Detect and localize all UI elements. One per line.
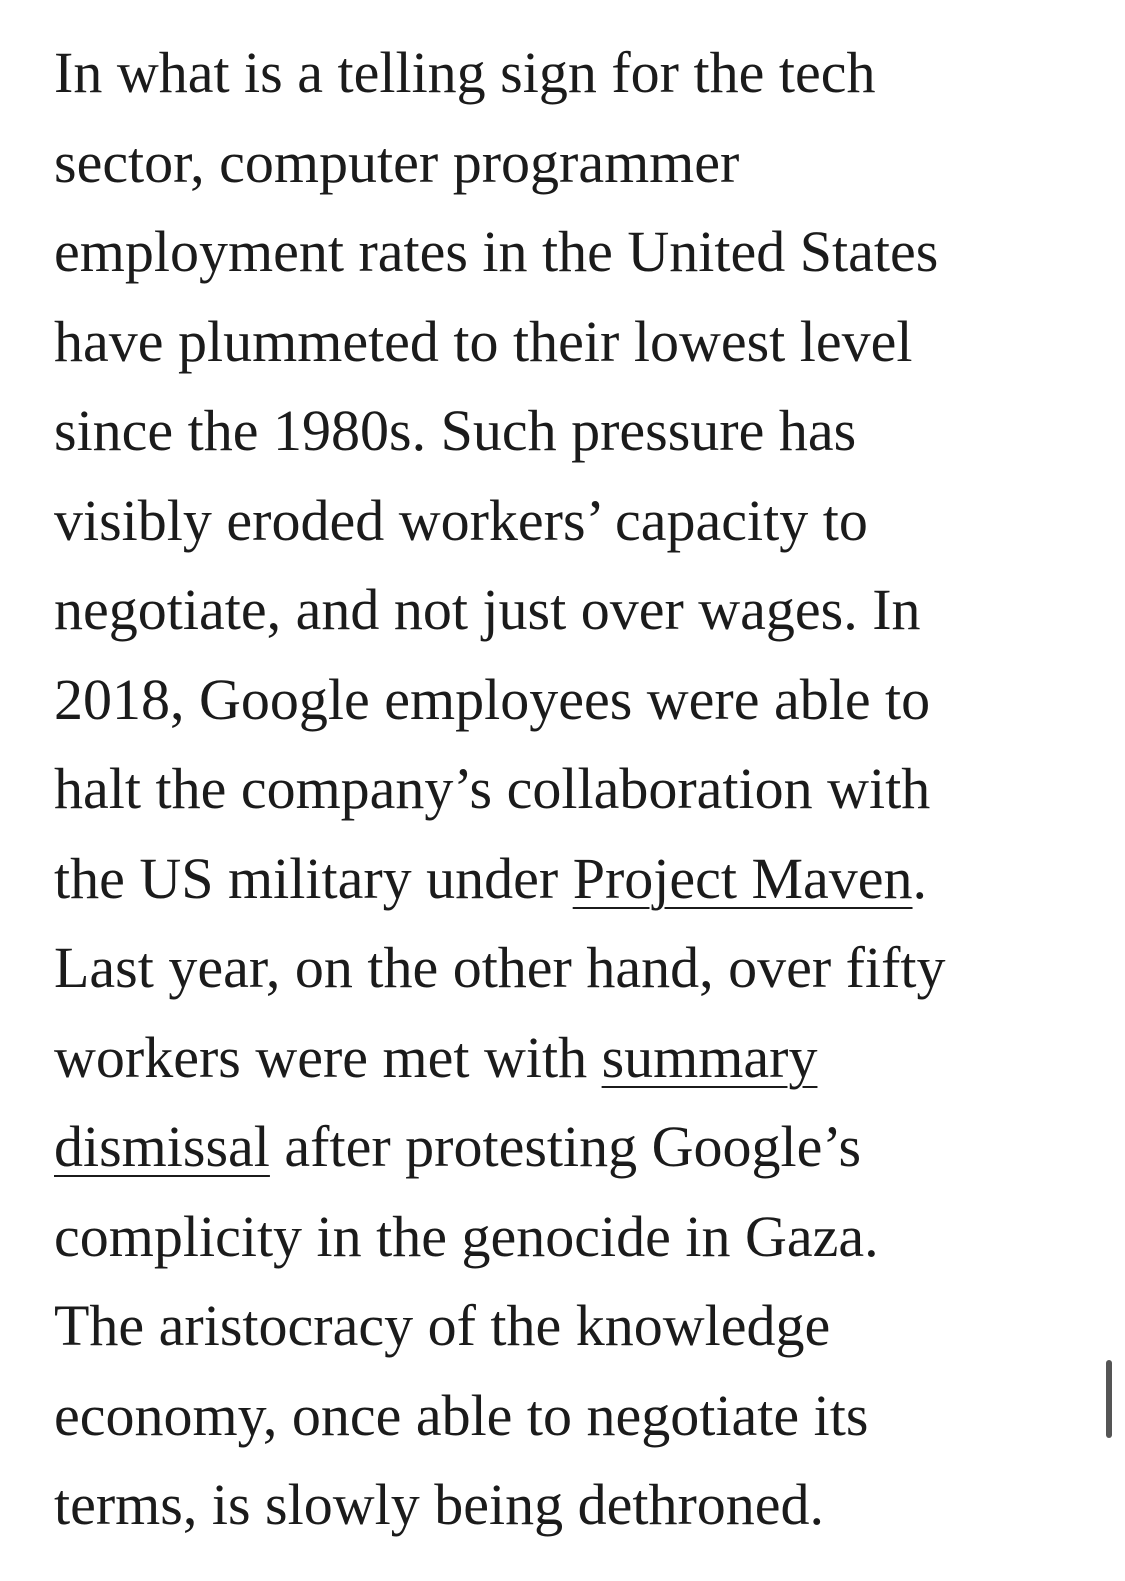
summary-dismissal-link[interactable]: dismissal [54,1114,270,1179]
text-line: negotiate, and not just over wages. In [54,577,921,642]
summary-dismissal-link[interactable]: summary [601,1024,818,1090]
text-line: economy, once able to negotiate its [54,1382,869,1448]
text-line: have plummeted to their lowest level [54,308,913,374]
text-line: 2018, Google employees were able to [54,666,931,732]
text-line: complicity in the genocide in Gaza. [54,1203,879,1269]
text-segment: workers were met with [54,1024,602,1090]
scrollbar-thumb[interactable] [1106,1360,1112,1438]
text-line: Last year, on the other hand, over fifty [54,935,946,1000]
text-line: visibly eroded workers’ capacity to [54,487,868,553]
text-line [54,1013,1094,1103]
text-line: In what is a telling sign for the tech [54,40,876,105]
text-line: sector, computer programmer [54,129,740,195]
text-segment: after protesting Google’s [269,1114,862,1179]
text-line: The aristocracy of the knowledge [54,1293,831,1358]
project-maven-link[interactable]: Project Maven [572,845,913,911]
article-body [54,28,1094,1550]
text-segment: the US military under [54,845,573,911]
text-line: employment rates in the United States [54,219,939,284]
text-line: since the 1980s. Such pressure has [54,398,857,463]
text-line [54,834,1094,924]
text-line: halt the company’s collaboration with [54,756,931,821]
text-line: terms, is slowly being dethroned. [54,1472,825,1537]
article-paragraph [54,28,1094,1550]
text-line [54,1102,1094,1192]
text-segment: . [912,845,928,911]
